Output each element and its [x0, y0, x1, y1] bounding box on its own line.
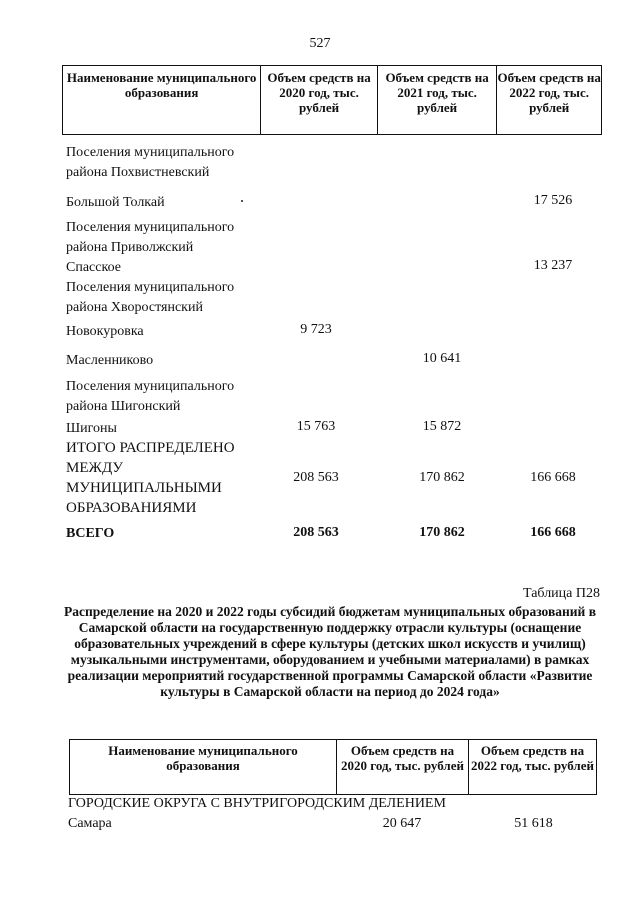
table2-cell-2022: 51 618	[514, 816, 553, 831]
table2-header-2020: Объем средств на 2020 год, тыс. рублей	[337, 740, 469, 794]
table1-header-2022: Объем средств на 2022 год, тыс. рублей	[497, 70, 601, 115]
table2-row-name: Самара	[68, 816, 112, 831]
table-caption: Распределение на 2020 и 2022 годы субсидий бюджетам муниципальных образований в Самарской области на государственную поддержку отрасли культуры (оснащение образовательных учреждений в сфере культуры (детских школ искусств и училищ) музыкальными инструментами, оборудованием и учебными материалами) в рамках реализации мероприятий государственной программы Самарской области «Развитие культуры в Самарской области на период до 2024 года»	[63, 604, 597, 699]
table1-cell-2020: 15 763	[296, 419, 336, 434]
table2-cell-2020: 20 647	[382, 816, 422, 831]
table1-cell-2021: 10 641	[422, 351, 462, 366]
table1-header-2021: Объем средств на 2021 год, тыс. рублей	[378, 66, 498, 134]
table1-row-name: Спасское	[66, 260, 121, 275]
table1-cell-2020: 208 563	[293, 470, 339, 485]
table1-cell-2021: 15 872	[422, 419, 462, 434]
table1-row-name: Поселения муниципального района Хворостянский	[66, 280, 235, 315]
table1-row-name: Большой Толкай	[66, 195, 165, 210]
table1-header	[62, 65, 602, 135]
table1-cell-2022: 166 668	[530, 470, 576, 485]
table1-cell-2022: 13 237	[533, 258, 573, 273]
table1-row-name: Поселения муниципального района Похвистневский	[66, 145, 235, 180]
table2-group-heading: ГОРОДСКИЕ ОКРУГА С ВНУТРИГОРОДСКИМ ДЕЛЕНИЕМ	[68, 796, 446, 811]
table1-cell-2022: 17 526	[533, 193, 573, 208]
table1-row-name: Новокуровка	[66, 324, 144, 339]
table1-header-2020: Объем средств на 2020 год, тыс. рублей	[261, 66, 378, 134]
table2-header-name: Наименование муниципального образования	[70, 740, 337, 794]
table1-cell-2020: 208 563	[293, 525, 339, 540]
table2-header-2022: Объем средств на 2022 год, тыс. рублей	[471, 743, 594, 773]
table1-cell-2022: 166 668	[530, 525, 576, 540]
table2-header	[69, 739, 597, 795]
table1-cell-2020: 9 723	[300, 322, 332, 337]
table1-row-name: Поселения муниципального района Шигонский	[66, 379, 235, 414]
page-number: 527	[309, 36, 331, 51]
table1-row-name: Масленниково	[66, 353, 154, 368]
table1-cell-2021: 170 862	[419, 525, 465, 540]
table1-row-name: ВСЕГО	[66, 526, 115, 541]
scan-dot	[241, 200, 243, 202]
table1-cell-2021: 170 862	[419, 470, 465, 485]
table1-row-name: ИТОГО РАСПРЕДЕЛЕНО МЕЖДУ МУНИЦИПАЛЬНЫМИ ОБРАЗОВАНИЯМИ	[66, 440, 235, 516]
table1-header-name: Наименование муниципального образования	[63, 66, 261, 134]
table1-row-name: Поселения муниципального района Приволжский	[66, 220, 235, 255]
table-label: Таблица П28	[523, 586, 600, 601]
table1-row-name: Шигоны	[66, 421, 117, 436]
